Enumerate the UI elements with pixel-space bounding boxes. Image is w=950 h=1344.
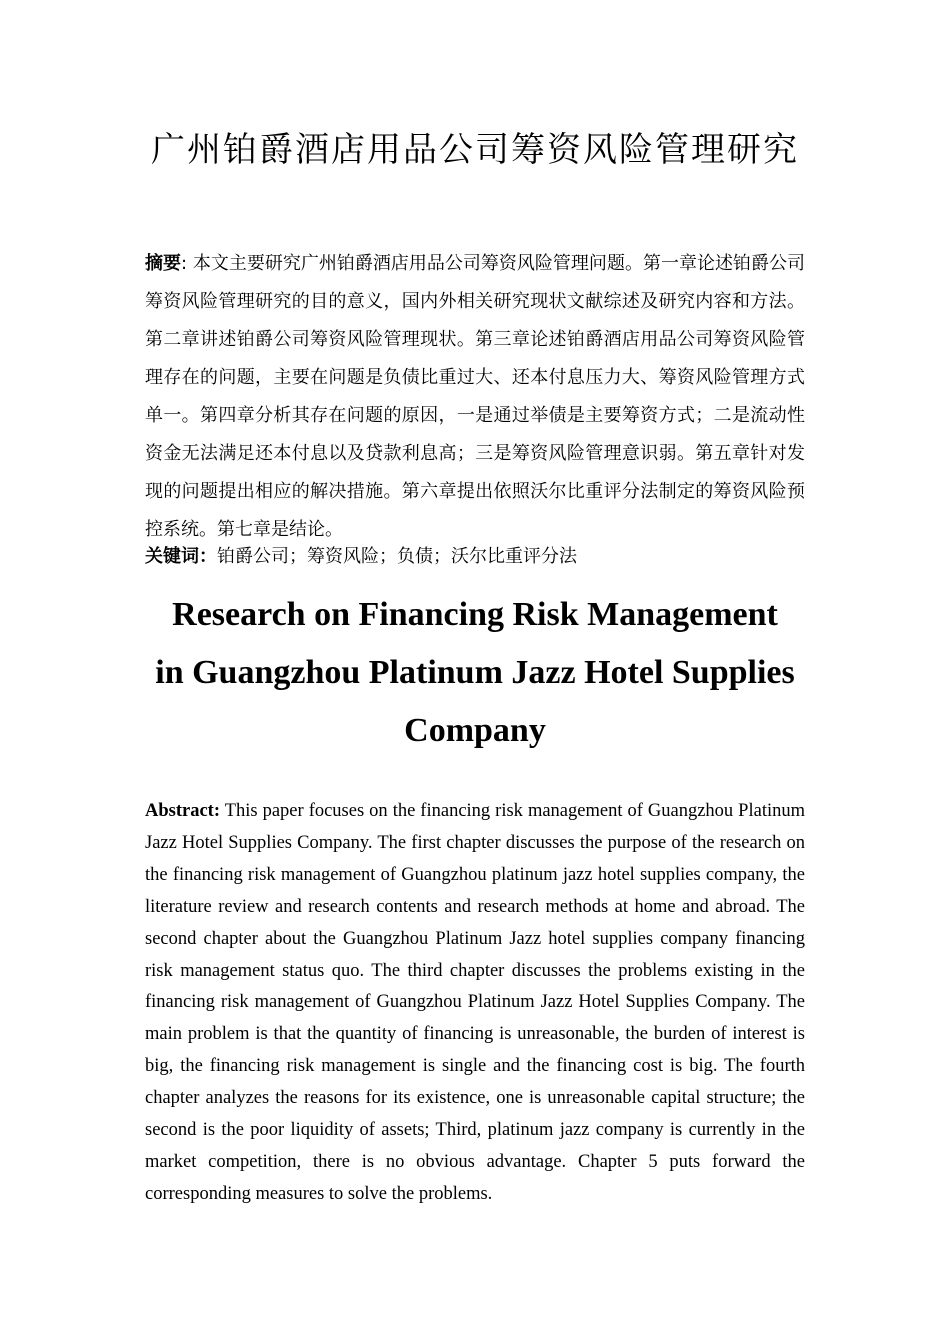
- english-abstract-text: This paper focuses on the financing risk management of Guangzhou Platinum Jazz Hotel Supplies Company. The first chapter discusses the purpose of the research on the financing risk management of Guangzhou platinum jazz hotel supplies company, the literature review and research contents and research methods at home and abroad. The second chapter about the Guangzhou Platinum Jazz hotel supplies company financing risk management status quo. The third chapter discusses the problems existing in the financing risk management of Guangzhou Platinum Jazz Hotel Supplies Company. The main problem is that the quantity of financing is unreasonable, the burden of interest is big, the financing risk management is single and the financing cost is big. The fourth chapter analyzes the reasons for its existence, one is unreasonable capital structure; the second is the poor liquidity of assets; Third, platinum jazz company is currently in the market competition, there is no obvious advantage. Chapter 5 puts forward the corresponding measures to solve the problems.: [145, 801, 805, 1204]
- chinese-title: 广州铂爵酒店用品公司筹资风险管理研究: [151, 130, 799, 170]
- chinese-abstract-separator: :: [181, 253, 193, 274]
- chinese-abstract: [145, 245, 805, 549]
- chinese-abstract-label: 摘要: [145, 253, 182, 274]
- english-abstract-label: Abstract:: [145, 801, 221, 821]
- chinese-keywords: [145, 540, 805, 574]
- chinese-keywords-text: 铂爵公司；筹资风险；负债；沃尔比重评分法: [217, 546, 577, 567]
- english-title-line-2: in Guangzhou Platinum Jazz Hotel Supplies: [155, 654, 795, 691]
- chinese-keywords-label: 关键词：: [145, 546, 217, 567]
- english-title-line-1: Research on Financing Risk Management: [172, 596, 778, 633]
- english-title-line-3: Company: [404, 712, 546, 749]
- english-abstract: [145, 796, 805, 1211]
- english-title: [125, 586, 825, 760]
- chinese-abstract-text: 本文主要研究广州铂爵酒店用品公司筹资风险管理问题。第一章论述铂爵公司筹资风险管理研究的目的意义，国内外相关研究现状文献综述及研究内容和方法。第二章讲述铂爵公司筹资风险管理现状。第三章论述铂爵酒店用品公司筹资风险管理存在的问题，主要在问题是负债比重过大、还本付息压力大、筹资风险管理方式单一。第四章分析其存在问题的原因，一是通过举债是主要筹资方式；二是流动性资金无法满足还本付息以及贷款利息高；三是筹资风险管理意识弱。第五章针对发现的问题提出相应的解决措施。第六章提出依照沃尔比重评分法制定的筹资风险预控系统。第七章是结论。: [145, 253, 805, 540]
